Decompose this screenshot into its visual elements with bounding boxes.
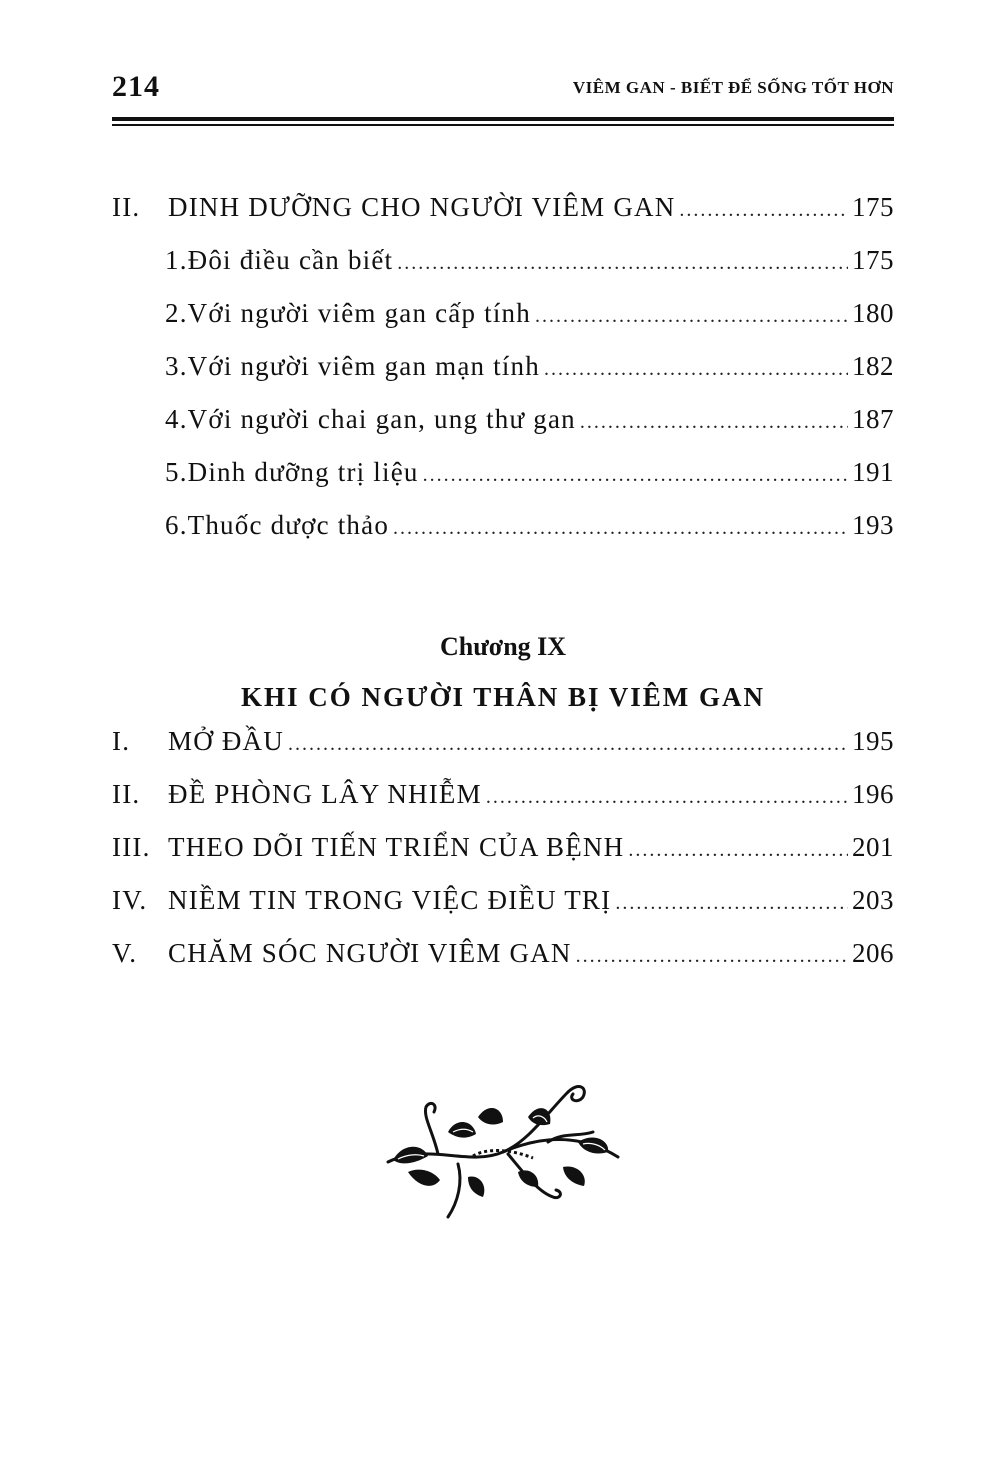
toc-subentry-number: 4. — [165, 404, 188, 434]
toc-entry — [112, 779, 894, 832]
toc-subentry-number: 2. — [165, 298, 188, 328]
toc-subentry-page: 180 — [852, 298, 894, 328]
toc-entry-page: 195 — [852, 726, 894, 756]
toc-entry-page: 175 — [852, 192, 894, 222]
dot-leader — [615, 892, 848, 915]
dot-leader — [544, 358, 848, 381]
header-rule-thin — [112, 124, 894, 126]
toc-entry-page: 206 — [852, 938, 894, 968]
toc-chapter-entries — [112, 726, 894, 991]
toc-subentry — [112, 457, 894, 510]
toc-section-nutrition — [112, 192, 894, 563]
dot-leader — [288, 733, 848, 756]
toc-subentry-title: Với người chai gan, ung thư gan — [187, 404, 576, 434]
toc-entry-number: V. — [112, 938, 138, 968]
toc-subentry-number: 6. — [165, 510, 188, 540]
toc-subentry-page: 182 — [852, 351, 894, 381]
toc-subentry-page: 187 — [852, 404, 894, 434]
dot-leader — [423, 464, 848, 487]
toc-subentry-number: 1. — [165, 245, 188, 275]
toc-entry-page: 203 — [852, 885, 894, 915]
dot-leader — [628, 839, 848, 862]
toc-subentry — [112, 510, 894, 563]
toc-entry-number: I. — [112, 726, 131, 756]
header-rule-thick — [112, 117, 894, 121]
toc-subentry-number: 3. — [165, 351, 188, 381]
toc-entry-number: III. — [112, 832, 151, 862]
toc-entry-number: II. — [112, 192, 141, 222]
toc-subentry-page: 175 — [852, 245, 894, 275]
toc-entry — [112, 885, 894, 938]
toc-entry-number: IV. — [112, 885, 148, 915]
toc-entry-title: ĐỀ PHÒNG LÂY NHIỄM — [168, 779, 482, 809]
toc-subentry — [112, 245, 894, 298]
toc-entry-page: 201 — [852, 832, 894, 862]
toc-entry-title: THEO DÕI TIẾN TRIỂN CỦA BỆNH — [168, 832, 625, 862]
toc-subentry — [112, 298, 894, 351]
toc-subentry-title: Với người viêm gan mạn tính — [187, 351, 540, 381]
toc-subentry-number: 5. — [165, 457, 188, 487]
chapter-label: Chương IX — [439, 632, 567, 661]
toc-subentry-title: Dinh dưỡng trị liệu — [187, 457, 419, 487]
toc-subentry-page: 191 — [852, 457, 894, 487]
toc-entry-main — [112, 192, 894, 245]
toc-entry-title: CHĂM SÓC NGƯỜI VIÊM GAN — [168, 938, 572, 968]
toc-subentry — [112, 404, 894, 457]
dot-leader — [576, 945, 848, 968]
toc-subentry-title: Đôi điều cần biết — [187, 245, 394, 275]
toc-entry-title: MỞ ĐẦU — [168, 726, 284, 756]
toc-subentry-title: Thuốc dược thảo — [187, 510, 390, 540]
toc-entry-page: 196 — [852, 779, 894, 809]
dot-leader — [486, 786, 848, 809]
dot-leader — [393, 517, 848, 540]
toc-subentry-page: 193 — [852, 510, 894, 540]
dot-leader — [397, 252, 848, 275]
dot-leader — [679, 199, 848, 222]
chapter-title: KHI CÓ NGƯỜI THÂN BỊ VIÊM GAN — [240, 682, 766, 712]
toc-entry — [112, 726, 894, 779]
toc-subentry-title: Với người viêm gan cấp tính — [187, 298, 531, 328]
toc-entry — [112, 832, 894, 885]
toc-entry-number: II. — [112, 779, 141, 809]
page-number: 214 — [112, 70, 160, 103]
page-header — [112, 62, 894, 112]
toc-entry — [112, 938, 894, 991]
dot-leader — [535, 305, 848, 328]
running-title: VIÊM GAN - BIẾT ĐỂ SỐNG TỐT HƠN — [572, 78, 894, 97]
floral-vine-ornament-icon — [378, 1072, 628, 1232]
dot-leader — [580, 411, 848, 434]
toc-entry-title: DINH DƯỠNG CHO NGƯỜI VIÊM GAN — [168, 192, 676, 222]
toc-subentry — [112, 351, 894, 404]
toc-entry-title: NIỀM TIN TRONG VIỆC ĐIỀU TRỊ — [168, 885, 612, 915]
